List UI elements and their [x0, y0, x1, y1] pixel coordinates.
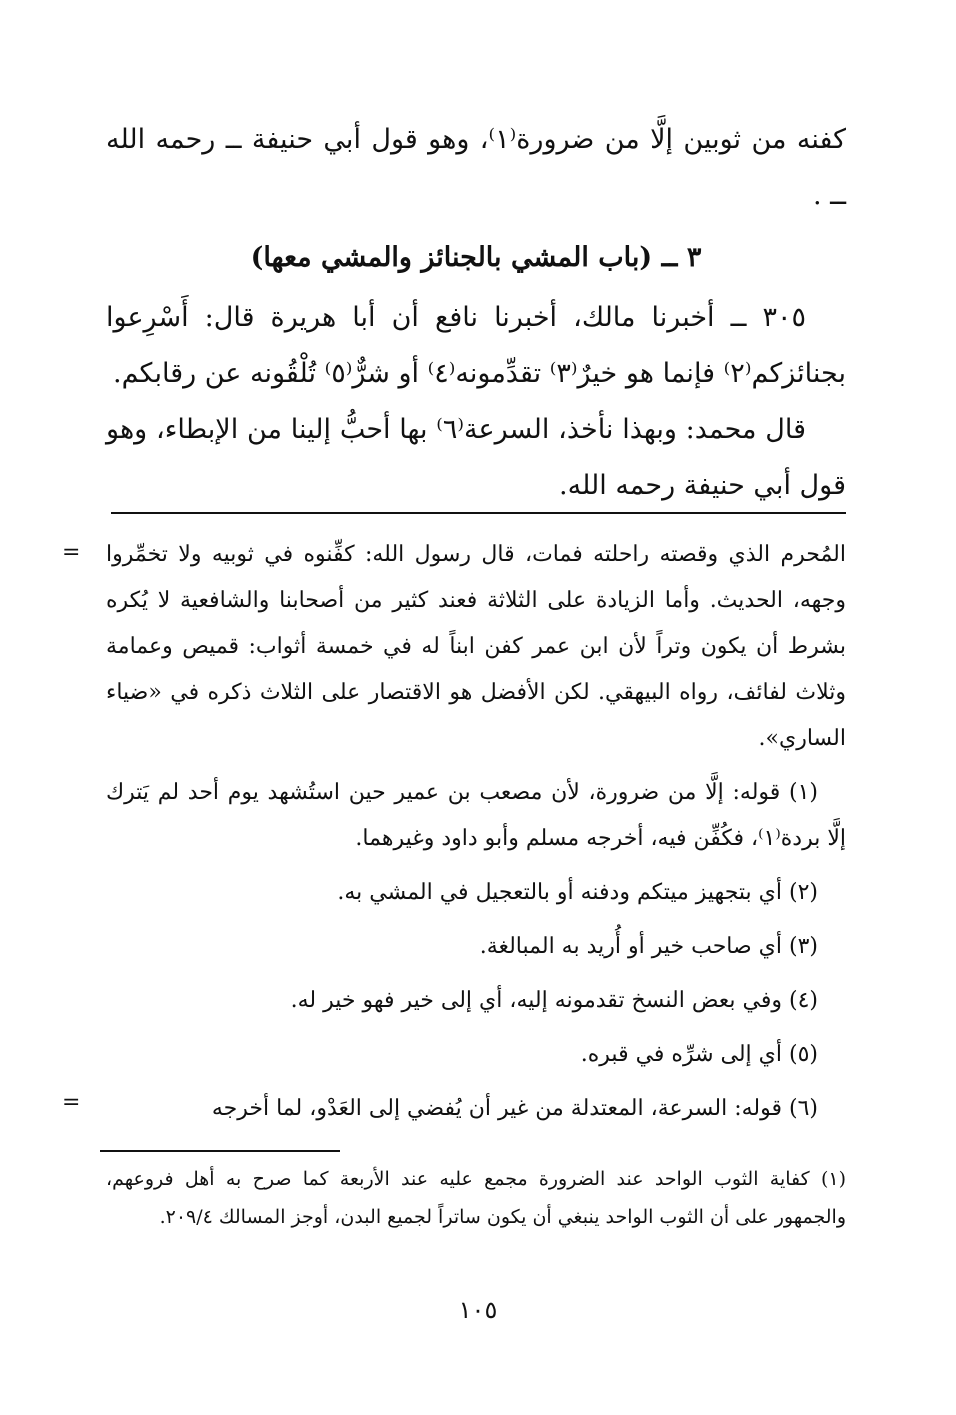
footnote-5: (٥) أي إلى شرِّه في قبره.	[580, 1042, 818, 1067]
main-paragraph-1: كفنه من ثوبين إلَّا من ضرورة⁽١⁾، وهو قول أبي حنيفة ــ رحمه الله ــ .	[106, 124, 846, 211]
footnote-1: (١) قوله: إلَّا من ضرورة، لأن مصعب بن عمير حين استُشهد يوم أحد لم يَترك إلَّا بردة⁽١⁾، فكُفِّن فيه، أخرجه مسلم وأبو داود وغيرهما.	[106, 780, 846, 851]
main-text	[106, 112, 846, 514]
page-number: ١٠٥	[458, 1296, 498, 1324]
sub-footnote-divider	[100, 1150, 340, 1152]
footnote-divider	[111, 512, 846, 514]
commentary-paragraph: قال محمد: وبهذا نأخذ، السرعة⁽٦⁾ بها أحبُّ إلينا من الإبطاء، وهو قول أبي حنيفة رحمه الله.	[106, 414, 846, 501]
hadith-paragraph: ٣٠٥ ــ أخبرنا مالك، أخبرنا نافع أن أبا هريرة قال: أَسْرِعوا بجنائزكم⁽٢⁾ فإنما هو خيرٌ⁽٣⁾ تقدِّمونه⁽٤⁾ أو شرٌّ⁽٥⁾ تُلْقُونه عن رقابكم.	[106, 302, 846, 389]
footnote-continuation: المُحرم الذي وقصته راحلته فمات، قال رسول الله: كفِّنوه في ثوبيه ولا تخمِّروا وجهه، الحديث. وأما الزيادة على الثلاثة فعند كثير من أصحابنا والشافعية لا يُكره بشرط أن يكون وتراً لأن ابن عمر كفن ابناً له في خمسة أثواب: قميص وعمامة وثلاث لفائف، رواه البيهقي. لكن الأفضل هو الاقتصار على الثلاث ذكره في «ضياء الساري».	[106, 542, 846, 751]
footnote-6: (٦) قوله: السرعة، المعتدلة من غير أن يُفضي إلى العَدْو، لما أخرجه	[211, 1096, 818, 1121]
sub-footnote-1: (١) كفاية الثوب الواحد عند الضرورة مجمع عليه عند الأربعة كما صرح به أهل فروعهم، والجمهور على أن الثوب الواحد ينبغي أن يكون ساتراً لجميع البدن، أوجز المسالك ٢٠٩/٤.	[106, 1168, 846, 1228]
footnotes	[106, 532, 846, 1140]
footnote-2: (٢) أي بتجهيز ميتكم ودفنه أو بالتعجيل في المشي به.	[337, 880, 818, 905]
footnote-4: (٤) وفي بعض النسخ تقدمونه إليه، أي إلى خير فهو خير له.	[290, 988, 818, 1013]
end-continuation-mark: =	[62, 1090, 81, 1115]
chapter-heading: ٣ ــ (باب المشي بالجنائز والمشي معها)	[250, 242, 702, 273]
continuation-mark: =	[62, 540, 81, 565]
footnote-3: (٣) أي صاحب خير أو أُريد به المبالغة.	[479, 934, 818, 959]
sub-footnotes	[106, 1160, 846, 1236]
